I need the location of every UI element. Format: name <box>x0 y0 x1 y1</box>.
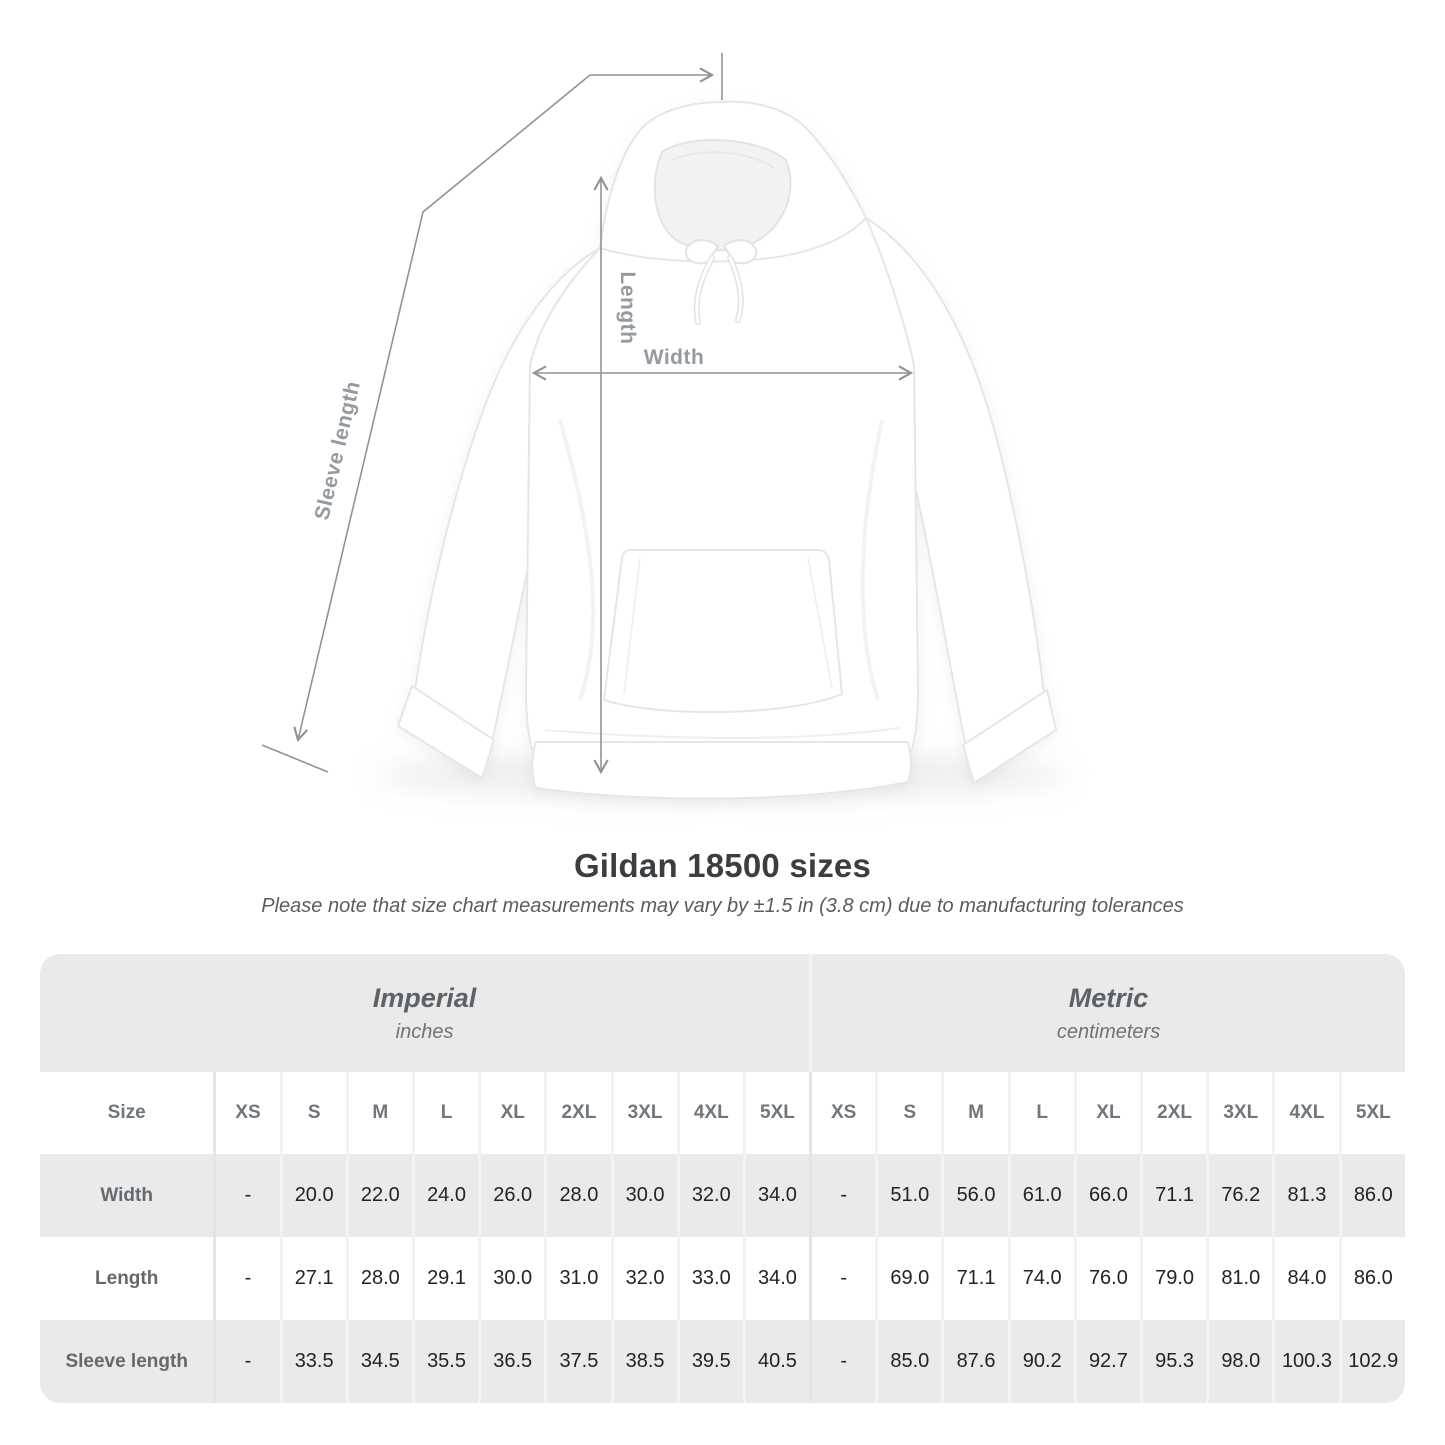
length-metric-s: 69.0 <box>875 1237 941 1320</box>
metric-size-5xl: 5XL <box>1339 1072 1405 1154</box>
width-imperial-xs: - <box>213 1154 279 1237</box>
sleeve-imperial-s: 33.5 <box>280 1320 346 1403</box>
width-metric-5xl: 86.0 <box>1339 1154 1405 1237</box>
metric-size-4xl: 4XL <box>1272 1072 1338 1154</box>
length-imperial-xl: 30.0 <box>478 1237 544 1320</box>
size-chart-table-wrap <box>40 954 1405 1403</box>
length-metric-4xl: 84.0 <box>1272 1237 1338 1320</box>
metric-size-xl: XL <box>1074 1072 1140 1154</box>
width-metric-xl: 66.0 <box>1074 1154 1140 1237</box>
length-metric-xs: - <box>809 1237 875 1320</box>
length-metric-l: 74.0 <box>1008 1237 1074 1320</box>
length-imperial-l: 29.1 <box>412 1237 478 1320</box>
width-metric-s: 51.0 <box>875 1154 941 1237</box>
sleeve-metric-s: 85.0 <box>875 1320 941 1403</box>
length-imperial-4xl: 33.0 <box>677 1237 743 1320</box>
length-metric-m: 71.1 <box>941 1237 1007 1320</box>
width-imperial-l: 24.0 <box>412 1154 478 1237</box>
width-imperial-m: 22.0 <box>346 1154 412 1237</box>
metric-band <box>809 954 1405 1072</box>
hoodie-pocket <box>604 550 842 712</box>
width-imperial-5xl: 34.0 <box>743 1154 809 1237</box>
length-metric-xl: 76.0 <box>1074 1237 1140 1320</box>
sleeve-metric-4xl: 100.3 <box>1272 1320 1338 1403</box>
imperial-size-s: S <box>280 1072 346 1154</box>
metric-size-2xl: 2XL <box>1140 1072 1206 1154</box>
length-imperial-m: 28.0 <box>346 1237 412 1320</box>
length-metric-2xl: 79.0 <box>1140 1237 1206 1320</box>
width-imperial-s: 20.0 <box>280 1154 346 1237</box>
sleeve-imperial-l: 35.5 <box>412 1320 478 1403</box>
metric-label: Metric <box>1068 982 1149 1013</box>
sleeve-imperial-3xl: 38.5 <box>611 1320 677 1403</box>
metric-size-m: M <box>941 1072 1007 1154</box>
sleeve-metric-3xl: 98.0 <box>1206 1320 1272 1403</box>
size-header-label: Size <box>40 1072 213 1154</box>
metric-size-s: S <box>875 1072 941 1154</box>
imperial-size-4xl: 4XL <box>677 1072 743 1154</box>
hoodie-illustration <box>398 102 1056 799</box>
width-metric-2xl: 71.1 <box>1140 1154 1206 1237</box>
imperial-size-2xl: 2XL <box>544 1072 610 1154</box>
imperial-label: Imperial <box>372 982 477 1013</box>
width-imperial-2xl: 28.0 <box>544 1154 610 1237</box>
tolerance-note: Please note that size chart measurements may vary by ±1.5 in (3.8 cm) due to manufacturing tolerances <box>261 895 1184 917</box>
imperial-unit: inches <box>395 1020 454 1043</box>
sleeve-metric-l: 90.2 <box>1008 1320 1074 1403</box>
length-row <box>40 1237 1405 1320</box>
size-header-row <box>40 1072 1405 1154</box>
sleeve-imperial-2xl: 37.5 <box>544 1320 610 1403</box>
width-metric-m: 56.0 <box>941 1154 1007 1237</box>
width-metric-l: 61.0 <box>1008 1154 1074 1237</box>
imperial-size-l: L <box>412 1072 478 1154</box>
sleeve-metric-m: 87.6 <box>941 1320 1007 1403</box>
width-row <box>40 1154 1405 1237</box>
sleeve-metric-5xl: 102.9 <box>1339 1320 1405 1403</box>
sleeve-length-row <box>40 1320 1405 1403</box>
width-metric-3xl: 76.2 <box>1206 1154 1272 1237</box>
metric-unit: centimeters <box>1056 1020 1161 1043</box>
imperial-size-3xl: 3XL <box>611 1072 677 1154</box>
width-imperial-3xl: 30.0 <box>611 1154 677 1237</box>
width-metric-xs: - <box>809 1154 875 1237</box>
sleeve-row-label: Sleeve length <box>40 1320 213 1403</box>
length-label: Length <box>616 271 639 345</box>
length-imperial-3xl: 32.0 <box>611 1237 677 1320</box>
sleeve-metric-xl: 92.7 <box>1074 1320 1140 1403</box>
width-imperial-4xl: 32.0 <box>677 1154 743 1237</box>
page-title: Gildan 18500 sizes <box>573 847 872 884</box>
unit-band-row <box>40 954 1405 1072</box>
imperial-size-xl: XL <box>478 1072 544 1154</box>
imperial-size-xs: XS <box>213 1072 279 1154</box>
sleeve-imperial-xs: - <box>213 1320 279 1403</box>
sleeve-imperial-5xl: 40.5 <box>743 1320 809 1403</box>
width-metric-4xl: 81.3 <box>1272 1154 1338 1237</box>
width-row-label: Width <box>40 1154 213 1237</box>
length-imperial-xs: - <box>213 1237 279 1320</box>
sleeve-imperial-4xl: 39.5 <box>677 1320 743 1403</box>
sleeve-imperial-xl: 36.5 <box>478 1320 544 1403</box>
length-imperial-2xl: 31.0 <box>544 1237 610 1320</box>
hoodie-hem-band <box>532 742 911 799</box>
length-imperial-s: 27.1 <box>280 1237 346 1320</box>
length-imperial-5xl: 34.0 <box>743 1237 809 1320</box>
metric-size-3xl: 3XL <box>1206 1072 1272 1154</box>
sleeve-metric-xs: - <box>809 1320 875 1403</box>
sleeve-length-label: Sleeve length <box>310 378 365 523</box>
sleeve-imperial-m: 34.5 <box>346 1320 412 1403</box>
width-label: Width <box>643 346 705 369</box>
length-metric-5xl: 86.0 <box>1339 1237 1405 1320</box>
imperial-band <box>40 954 809 1072</box>
length-metric-3xl: 81.0 <box>1206 1237 1272 1320</box>
imperial-size-m: M <box>346 1072 412 1154</box>
sleeve-cuff-tick <box>262 745 328 772</box>
size-chart-table <box>40 954 1405 1403</box>
metric-size-xs: XS <box>809 1072 875 1154</box>
metric-size-l: L <box>1008 1072 1074 1154</box>
width-imperial-xl: 26.0 <box>478 1154 544 1237</box>
length-row-label: Length <box>40 1237 213 1320</box>
imperial-size-5xl: 5XL <box>743 1072 809 1154</box>
sleeve-metric-2xl: 95.3 <box>1140 1320 1206 1403</box>
